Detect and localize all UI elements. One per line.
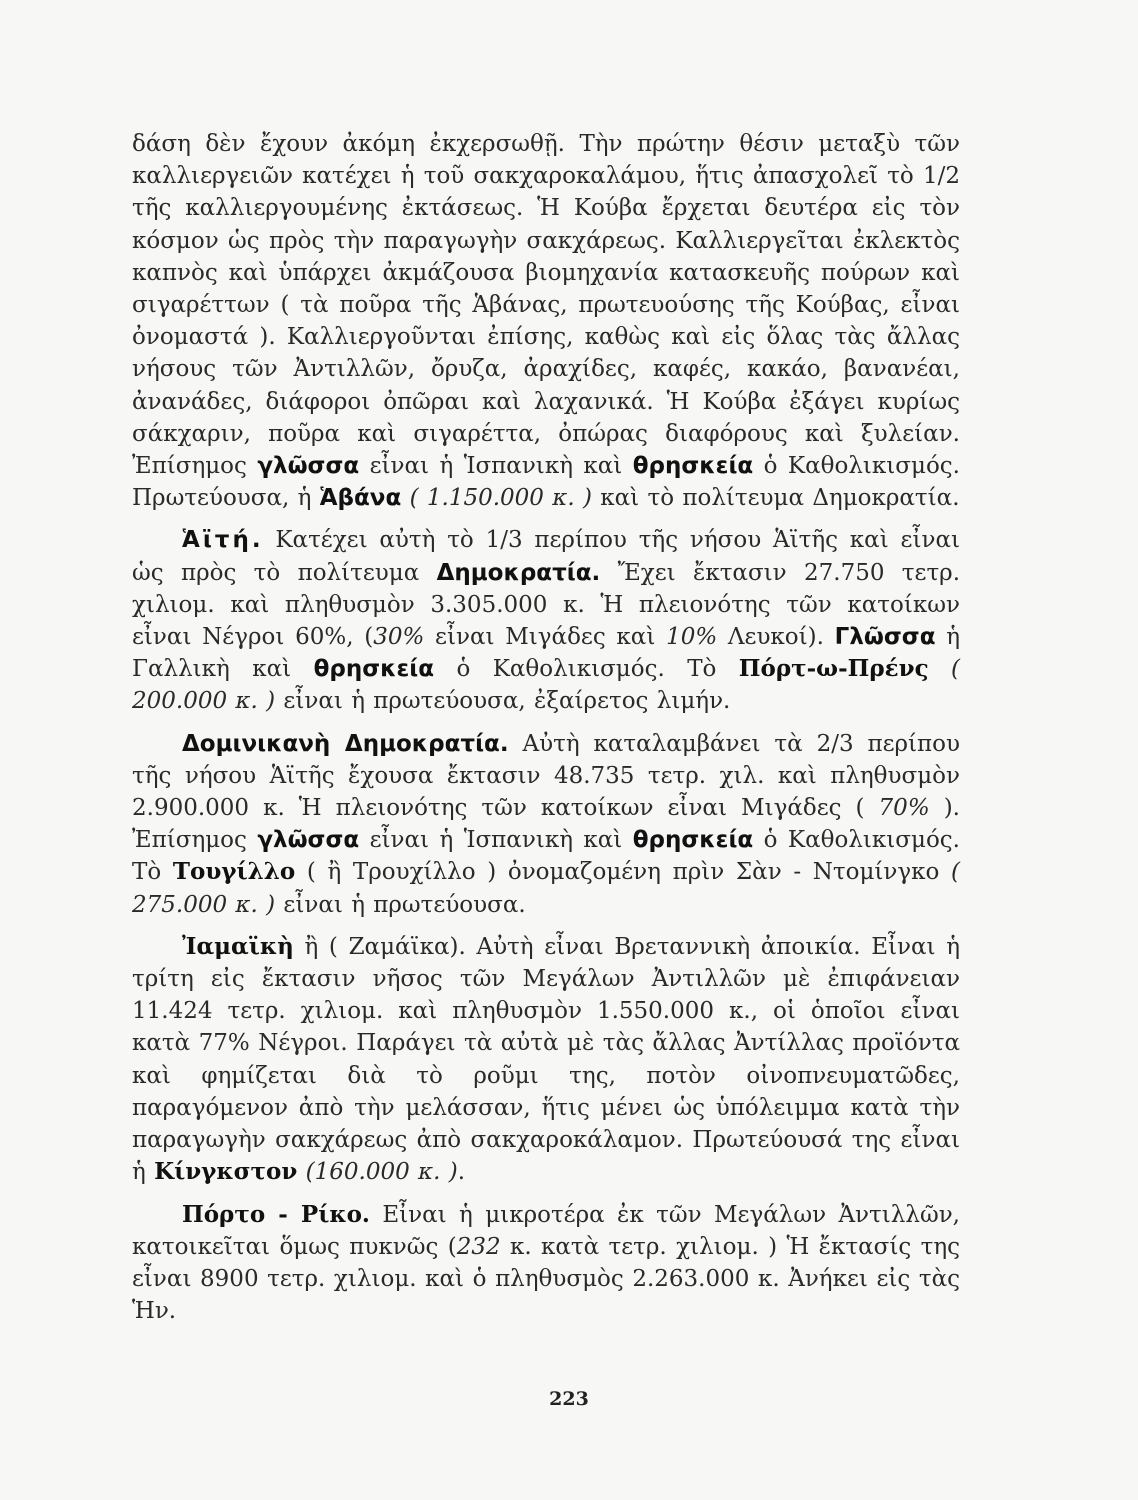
text: καὶ τὸ πολίτευμα Δημοκρατία. xyxy=(591,485,960,512)
text xyxy=(929,656,951,682)
bold-term: Τουγίλλο xyxy=(172,858,296,886)
text: κ. κατὰ τετρ. χιλιομ. ) Ἡ ἔκτασίς της εἶναι 8900 τετρ. χιλιομ. καὶ ὁ πληθυσμὸς 2.263.000 κ. Ἀνήκει εἰς τὰς Ἡν. xyxy=(132,1233,960,1325)
fraction: 1/2 xyxy=(922,163,960,190)
bold-term: Γλῶσσα xyxy=(834,624,936,651)
paragraph-haiti xyxy=(132,524,960,717)
bold-term: θρησκεία xyxy=(632,827,754,854)
bold-term: γλῶσσα xyxy=(257,453,360,480)
text: ὁ Καθολικισμός. Τὸ xyxy=(434,656,739,683)
text: Εἶναι ἡ μικροτέρα ἐκ τῶν Μεγάλων Ἀντιλλῶν, κατοικεῖται ὅμως πυκνῶς ( xyxy=(132,1201,960,1260)
text: ἢ ( Ζαμάϊκα). Αὐτὴ εἶναι Βρεταννικὴ ἀποικία. Εἶναι ἡ τρίτη εἰς ἔκτασιν νῆσος τῶν Μεγάλων Ἀντιλλῶν μὲ ἐπιφάνειαν 11.424 τετρ. χιλιομ. καὶ πληθυσμὸν 1.550.000 κ., οἱ ὁποῖοι εἶναι κατὰ 77% Νέγροι. Παράγει τὰ αὐτὰ μὲ τὰς ἄλλας Ἀντίλλας προϊόντα καὶ φημίζεται διὰ τὸ ροῦμι της, ποτὸν οἰνοπνευματῶδες, παραγόμενον ἀπὸ τὴν μελάσσαν, ἥτις μένει ὡς ὑπόλειμμα κατὰ τὴν παραγωγὴν σακχάρεως ἀπὸ σακχαροκάλαμον. Πρωτεύουσά της εἶναι ἡ xyxy=(132,933,960,1186)
section-heading: Ἁϊτή. xyxy=(182,527,264,554)
text: περίπου τῆς νήσου Ἁϊτῆς καὶ εἶναι ὡς πρὸς τὸ πολίτευμα xyxy=(132,527,960,586)
text: . xyxy=(457,1159,466,1186)
page-number: 223 xyxy=(549,1388,589,1410)
text: ἡ Γαλλικὴ καὶ xyxy=(132,624,960,683)
text: Κατέχει αὐτὴ τὸ xyxy=(263,527,486,554)
section-heading: Πόρτο - Ρίκο. xyxy=(182,1200,370,1228)
text: ). Ἐπίσημος xyxy=(132,795,960,854)
text: Λευκοί). xyxy=(717,624,835,651)
text: Ἔχει ἔκτασιν 27.750 τετρ. χιλιομ. καὶ πληθυσμὸν 3.305.000 κ. Ἡ πλειονότης τῶν κατοίκων εἶναι Νέγροι 60%, ( xyxy=(132,559,961,651)
section-heading: Ἰαμαϊκὴ xyxy=(182,932,294,960)
italic-value: 30% xyxy=(373,624,425,651)
text: εἶναι ἡ πρωτεύουσα. xyxy=(275,891,526,918)
text: περίπου τῆς νήσου Ἁϊτῆς ἔχουσα ἔκτασιν 48.735 τετρ. χιλ. καὶ πληθυσμὸν 2.900.000 κ. Ἡ πλειονότης τῶν κατοίκων εἶναι Μιγάδες ( xyxy=(132,730,961,822)
bold-term: θρησκεία xyxy=(313,656,435,683)
page-body xyxy=(132,128,960,1327)
fraction: 1/3 xyxy=(485,527,523,554)
text: εἶναι ἡ Ἱσπανικὴ καὶ xyxy=(359,827,633,854)
text: ( ἢ Τρουχίλλο ) ὀνομαζομένη πρὶν Σὰν - Ντομίνγκο xyxy=(295,859,952,886)
text: εἶναι Μιγάδες καὶ xyxy=(424,624,667,651)
bold-term: Ἁβάνα xyxy=(319,485,402,512)
text: ὁ Καθολικισμός. Τὸ xyxy=(132,827,960,886)
text: εἶναι ἡ Ἱσπανικὴ καὶ xyxy=(359,453,633,480)
text xyxy=(297,1159,305,1185)
bold-term: θρησκεία xyxy=(632,453,754,480)
bold-term: Δημοκρατία. xyxy=(436,559,601,586)
italic-value: 70% xyxy=(878,795,930,822)
italic-population: ( 1.150.000 κ. ) xyxy=(409,485,592,512)
paragraph-cuba xyxy=(132,128,960,514)
bold-term: Πόρτ-ω-Πρένς xyxy=(738,655,929,683)
paragraph-dominican-republic xyxy=(132,728,960,921)
text: Αὐτὴ καταλαμβάνει τὰ xyxy=(508,730,817,757)
italic-value: 232 xyxy=(456,1233,501,1260)
italic-value: 10% xyxy=(666,624,718,651)
italic-population: ( 275.000 κ. ) xyxy=(132,859,961,918)
italic-population: ( 200.000 κ. ) xyxy=(132,656,960,715)
text: τῆς καλλιεργουμένης ἐκτάσεως. Ἡ Κούβα ἔρχεται δευτέρα εἰς τὸν κόσμον ὡς πρὸς τὴν παραγωγὴν σακχάρεως. Καλλιεργεῖται ἐκλεκτὸς καπνὸς καὶ ὑπάρχει ἀκμάζουσα βιομηχανία κατασκευῆς πούρων καὶ σιγαρέττων ( τὰ ποῦρα τῆς Ἁβάνας, πρωτευούσης τῆς Κούβας, εἶναι ὀνομαστά ). Καλλιεργοῦνται ἐπίσης, καθὼς καὶ εἰς ὅλας τὰς ἄλλας νήσους τῶν Ἀντιλλῶν, ὄρυζα, ἀραχίδες, καφές, κακάο, βανανέαι, ἀνανάδες, διάφοροι ὀπῶραι καὶ λαχανικά. Ἡ Κούβα ἐξάγει κυρίως σάκχαριν, ποῦρα καὶ σιγαρέττα, ὀπώρας διαφόρους καὶ ξυλείαν. Ἐπίσημος xyxy=(132,195,960,480)
bold-term: γλῶσσα xyxy=(257,827,360,854)
bold-term: Κίνγκστον xyxy=(154,1158,298,1186)
fraction: 2/3 xyxy=(816,730,854,757)
paragraph-jamaica xyxy=(132,931,960,1189)
text: εἶναι ἡ πρωτεύουσα, ἐξαίρετος λιμήν. xyxy=(275,688,731,715)
text xyxy=(401,485,409,511)
italic-population: (160.000 κ. ) xyxy=(305,1159,458,1186)
section-heading: Δομινικανὴ Δημοκρατία. xyxy=(182,730,509,757)
text: δάση δὲν ἔχουν ἀκόμη ἐκχερσωθῇ. Τὴν πρώτην θέσιν μεταξὺ τῶν καλλιεργειῶν κατέχει ἡ τοῦ σακχαροκαλάμου, ἥτις ἀπασχολεῖ τὸ xyxy=(132,131,960,190)
paragraph-puerto-rico xyxy=(132,1199,960,1328)
text: ὁ Καθολικισμός. Πρωτεύουσα, ἡ xyxy=(132,453,960,512)
